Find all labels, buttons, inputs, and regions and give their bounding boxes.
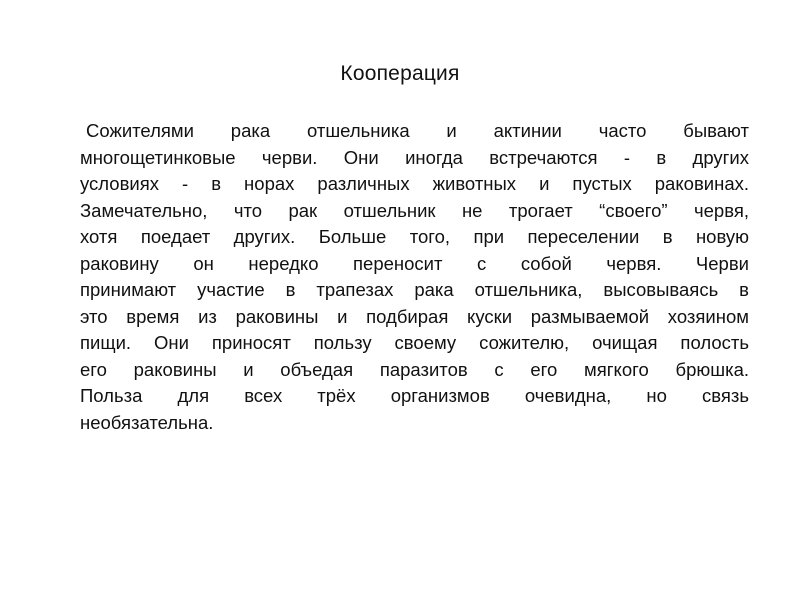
- paragraph-line: принимают участие в трапезах рака отшельника, высовываясь в: [80, 279, 749, 300]
- paragraph-line: многощетинковые черви. Они иногда встречаются - в других: [80, 146, 749, 168]
- slide-title: Кооперация: [340, 62, 460, 85]
- paragraph-line: Сожителями рака отшельника и актинии часто бывают: [86, 120, 749, 141]
- paragraph-line: его раковины и объедая паразитов с его мягкого брюшка.: [80, 358, 749, 380]
- paragraph: [80, 118, 749, 436]
- paragraph-line: хотя поедает других. Больше того, при переселении в новую: [80, 226, 749, 247]
- paragraph-line: Польза для всех трёх организмов очевидна, но связь: [80, 385, 749, 406]
- paragraph-line: Замечательно, что рак отшельник не трогает “своего” червя,: [80, 199, 749, 221]
- paragraph-line: это время из раковины и подбирая куски размываемой хозяином: [80, 305, 749, 327]
- paragraph-line: раковину он нередко переносит с собой червя. Черви: [80, 252, 749, 274]
- paragraph-line: условиях - в норах различных животных и пустых раковинах.: [80, 173, 749, 194]
- paragraph-line: пищи. Они приносят пользу своему сожителю, очищая полость: [80, 332, 749, 353]
- paragraph-line: необязательна.: [80, 411, 214, 433]
